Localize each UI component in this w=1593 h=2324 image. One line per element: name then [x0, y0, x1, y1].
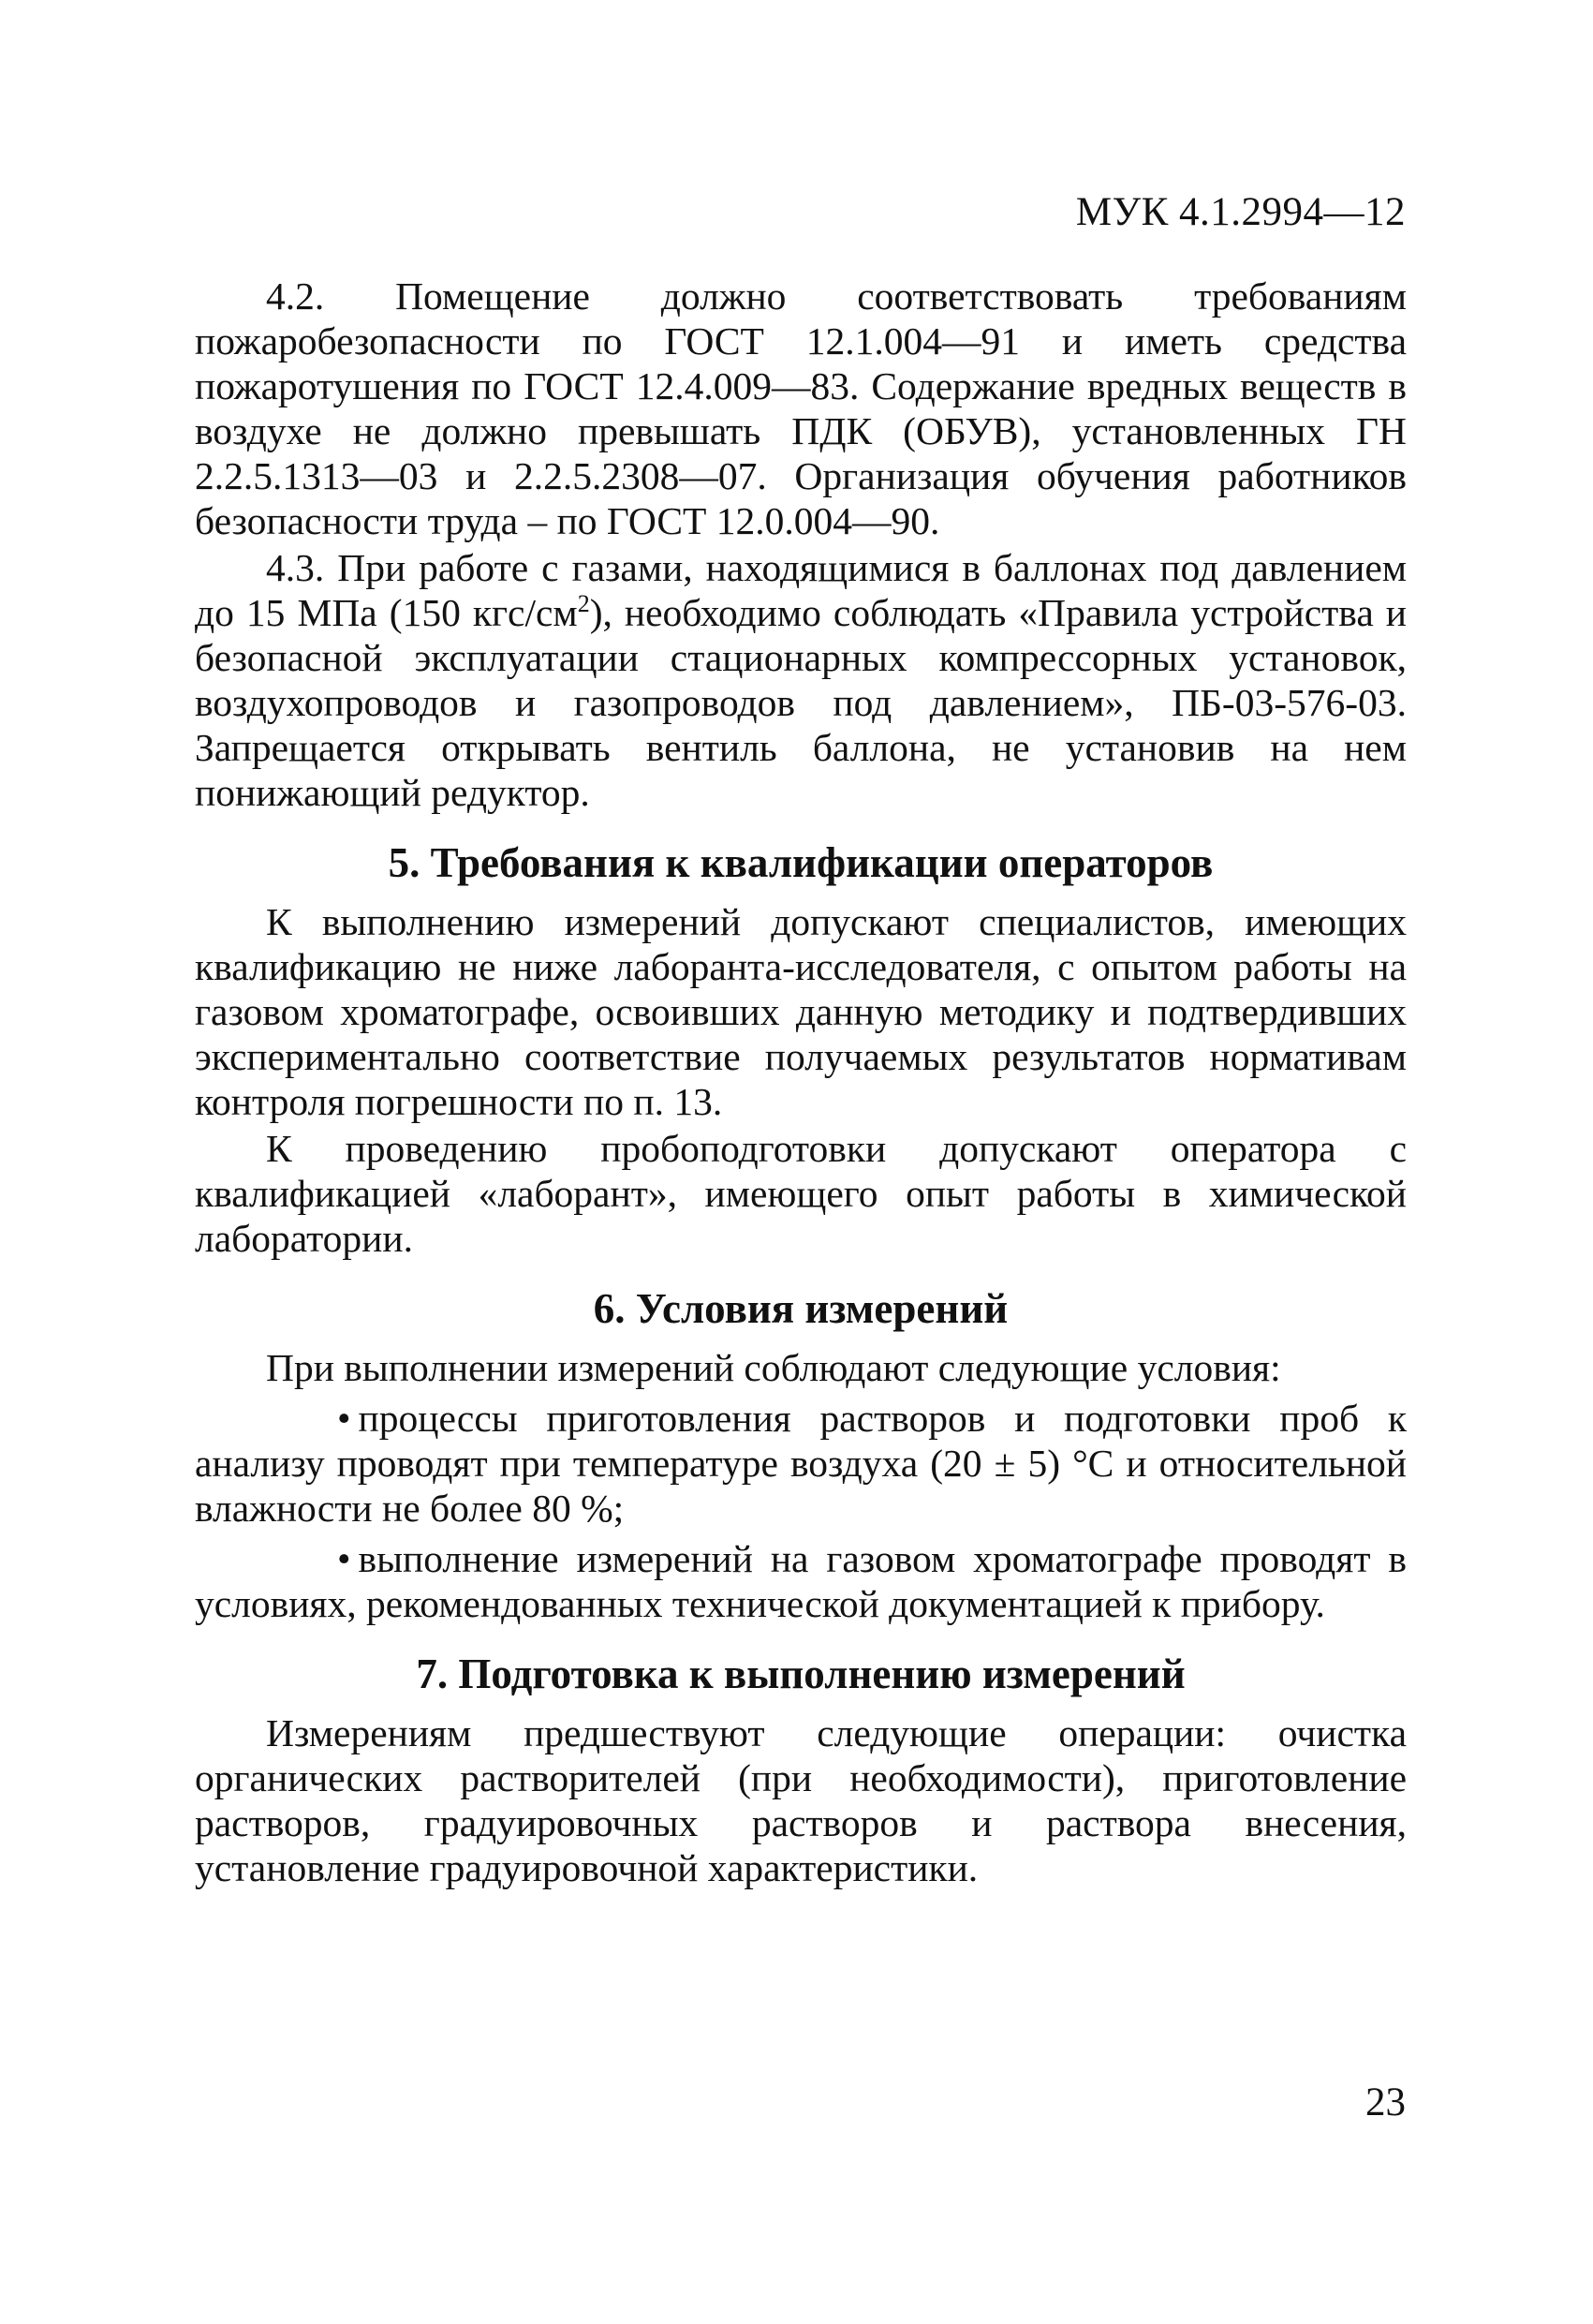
superscript-2: 2 — [577, 590, 590, 618]
paragraph-4-3-text-end: ), необходимо соблюдать «Правила устройства и безопасной эксплуатации стационарных компрессорных установок, воздухопроводов и газопроводов под давлением», ПБ-03-576-03. Запрещается открывать вентиль баллона, не установив на нем понижающий редуктор. — [195, 591, 1407, 814]
section-6-intro: При выполнении измерений соблюдают следующие условия: — [266, 1346, 1281, 1389]
section-5-paragraph-1: К выполнению измерений допускают специалистов, имеющих квалификацию не ниже лаборанта-исследователя, с опытом работы на газовом хроматографе, освоивших данную методику и подтвердивших экспериментально соответствие получаемых результатов нормативам контроля погрешности по п. 13. — [195, 900, 1407, 1123]
page-body — [195, 274, 1407, 1890]
paragraph-4-3 — [195, 545, 1407, 815]
bullet-icon: • — [337, 1397, 351, 1440]
section-7-paragraph-1: Измерениям предшествуют следующие операции: очистка органических растворителей (при необходимости), приготовление растворов, градуировочных растворов и раствора внесения, установление градуировочной характеристики. — [195, 1711, 1407, 1889]
page-number: 23 — [1365, 2080, 1406, 2124]
section-5-paragraph-2: К проведению пробоподготовки допускают оператора с квалификацией «лаборант», имеющего опыт работы в химической лаборатории. — [195, 1127, 1407, 1260]
section-6-heading: 6. Условия измерений — [593, 1285, 1009, 1332]
paragraph-4-2: 4.2. Помещение должно соответствовать требованиям пожаробезопасности по ГОСТ 12.1.004—91 и иметь средства пожаротушения по ГОСТ 12.4.009—83. Содержание вредных веществ в воздухе не должно превышать ПДК (ОБУВ), установленных ГН 2.2.5.1313—03 и 2.2.5.2308—07. Организация обучения работников безопасности труда – по ГОСТ 12.0.004—90. — [195, 274, 1407, 542]
document-code: МУК 4.1.2994—12 — [1075, 190, 1406, 234]
bullet-text: процессы приготовления растворов и подготовки проб к анализу проводят при температуре воздуха (20 ± 5) °С и относительной влажности не более 80 %; — [195, 1397, 1407, 1530]
section-5-heading: 5. Требования к квалификации операторов — [388, 839, 1214, 886]
section-6-bullet-2 — [195, 1536, 1407, 1626]
section-6-bullet-1 — [195, 1396, 1407, 1531]
bullet-icon: • — [337, 1537, 351, 1580]
bullet-text: выполнение измерений на газовом хроматографе проводят в условиях, рекомендованных технической документацией к прибору. — [195, 1537, 1407, 1625]
section-7-heading: 7. Подготовка к выполнению измерений — [416, 1650, 1186, 1697]
paragraph-4-3-text-start: 4.3. При работе с газами, находящимися в баллонах под давлением до 15 МПа (150 кгс/см — [195, 546, 1407, 634]
